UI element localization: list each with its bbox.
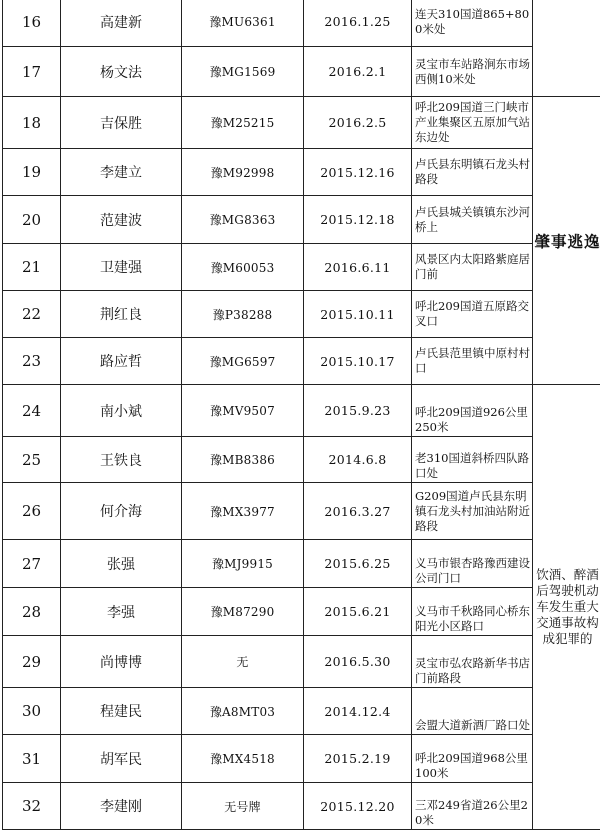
- row-number: 21: [3, 244, 61, 291]
- row-number: 18: [3, 97, 61, 149]
- incident-location: 呼北209国道926公里250米: [412, 385, 533, 437]
- incident-location: 卢氏县城关镇镇东沙河桥上: [412, 196, 533, 244]
- plate-number: 豫P38288: [182, 291, 304, 338]
- table-row: [3, 385, 600, 437]
- person-name: 何介海: [61, 483, 182, 540]
- incident-date: 2014.6.8: [304, 437, 412, 483]
- person-name: 吉保胜: [61, 97, 182, 149]
- plate-number: 豫M92998: [182, 149, 304, 196]
- plate-number: 豫MU6361: [182, 0, 304, 47]
- incident-location: 呼北209国道三门峡市产业集聚区五原加气站东边处: [412, 97, 533, 149]
- incident-location: 卢氏县范里镇中原村村口: [412, 338, 533, 385]
- person-name: 胡军民: [61, 735, 182, 783]
- incident-date: 2016.2.5: [304, 97, 412, 149]
- table-row: [3, 783, 600, 830]
- table-row: [3, 338, 600, 385]
- plate-number: 豫M60053: [182, 244, 304, 291]
- table-row: [3, 735, 600, 783]
- person-name: 卫建强: [61, 244, 182, 291]
- incident-location: 灵宝市车站路涧东市场西侧10米处: [412, 47, 533, 97]
- table-row: [3, 97, 600, 149]
- case-type-hit-and-run: 肇事逃逸: [533, 97, 600, 385]
- table-row: [3, 688, 600, 735]
- person-name: 程建民: [61, 688, 182, 735]
- incident-date: 2016.5.30: [304, 636, 412, 688]
- incident-location: 义马市银杏路豫西建设公司门口: [412, 540, 533, 588]
- row-number: 27: [3, 540, 61, 588]
- case-type-dui: 饮酒、醉酒后驾驶机动车发生重大交通事故构成犯罪的: [533, 385, 600, 830]
- plate-number: 豫MV9507: [182, 385, 304, 437]
- incident-date: 2015.6.25: [304, 540, 412, 588]
- incident-location: 义马市千秋路同心桥东阳光小区路口: [412, 588, 533, 636]
- incident-date: 2015.10.11: [304, 291, 412, 338]
- plate-number: 豫MJ9915: [182, 540, 304, 588]
- incident-date: 2016.3.27: [304, 483, 412, 540]
- row-number: 20: [3, 196, 61, 244]
- plate-number: 豫M25215: [182, 97, 304, 149]
- incident-location: 呼北209国道五原路交叉口: [412, 291, 533, 338]
- table-row: [3, 483, 600, 540]
- table-row: [3, 291, 600, 338]
- incident-location: 会盟大道新酒厂路口处: [412, 688, 533, 735]
- incident-date: 2014.12.4: [304, 688, 412, 735]
- incident-location: 三邓249省道26公里20米: [412, 783, 533, 830]
- incident-location: 呼北209国道968公里100米: [412, 735, 533, 783]
- incident-date: 2015.10.17: [304, 338, 412, 385]
- incident-location: 卢氏县东明镇石龙头村路段: [412, 149, 533, 196]
- incident-date: 2015.12.20: [304, 783, 412, 830]
- person-name: 范建波: [61, 196, 182, 244]
- row-number: 19: [3, 149, 61, 196]
- person-name: 王铁良: [61, 437, 182, 483]
- plate-number: 豫MX3977: [182, 483, 304, 540]
- incident-date: 2016.6.11: [304, 244, 412, 291]
- plate-number: 豫M87290: [182, 588, 304, 636]
- plate-number: 豫MX4518: [182, 735, 304, 783]
- incident-date: 2015.2.19: [304, 735, 412, 783]
- table-row: [3, 540, 600, 588]
- plate-number: 豫MG6597: [182, 338, 304, 385]
- table-row: [3, 588, 600, 636]
- plate-number: 无号牌: [182, 783, 304, 830]
- row-number: 26: [3, 483, 61, 540]
- person-name: 杨文法: [61, 47, 182, 97]
- incident-date: 2015.12.16: [304, 149, 412, 196]
- row-number: 30: [3, 688, 61, 735]
- plate-number: 豫MG8363: [182, 196, 304, 244]
- incident-date: 2016.1.25: [304, 0, 412, 47]
- incident-date: 2016.2.1: [304, 47, 412, 97]
- incident-location: 连天310国道865+800米处: [412, 0, 533, 47]
- person-name: 荆红良: [61, 291, 182, 338]
- row-number: 32: [3, 783, 61, 830]
- row-number: 24: [3, 385, 61, 437]
- plate-number: 豫A8MT03: [182, 688, 304, 735]
- incident-location: 灵宝市弘农路新华书店门前路段: [412, 636, 533, 688]
- row-number: 29: [3, 636, 61, 688]
- incident-date: 2015.9.23: [304, 385, 412, 437]
- table-row: [3, 636, 600, 688]
- plate-number: 豫MB8386: [182, 437, 304, 483]
- table-row: [3, 244, 600, 291]
- table-row: [3, 47, 600, 97]
- person-name: 南小斌: [61, 385, 182, 437]
- row-number: 31: [3, 735, 61, 783]
- incident-location: 老310国道斜桥四队路口处: [412, 437, 533, 483]
- row-number: 28: [3, 588, 61, 636]
- incident-date: 2015.6.21: [304, 588, 412, 636]
- row-number: 23: [3, 338, 61, 385]
- person-name: 张强: [61, 540, 182, 588]
- person-name: 高建新: [61, 0, 182, 47]
- plate-number: 无: [182, 636, 304, 688]
- person-name: 李建立: [61, 149, 182, 196]
- person-name: 李建刚: [61, 783, 182, 830]
- row-number: 16: [3, 0, 61, 47]
- incident-date: 2015.12.18: [304, 196, 412, 244]
- row-number: 22: [3, 291, 61, 338]
- plate-number: 豫MG1569: [182, 47, 304, 97]
- row-number: 17: [3, 47, 61, 97]
- person-name: 路应哲: [61, 338, 182, 385]
- incident-location: G209国道卢氏县东明镇石龙头村加油站附近路段: [412, 483, 533, 540]
- table-row: [3, 0, 600, 47]
- table-row: [3, 196, 600, 244]
- person-name: 尚博博: [61, 636, 182, 688]
- incident-location: 风景区内太阳路紫庭居门前: [412, 244, 533, 291]
- violator-table: [2, 0, 600, 830]
- row-number: 25: [3, 437, 61, 483]
- case-type-cell-empty: [533, 0, 600, 97]
- table-row: [3, 437, 600, 483]
- table-row: [3, 149, 600, 196]
- person-name: 李强: [61, 588, 182, 636]
